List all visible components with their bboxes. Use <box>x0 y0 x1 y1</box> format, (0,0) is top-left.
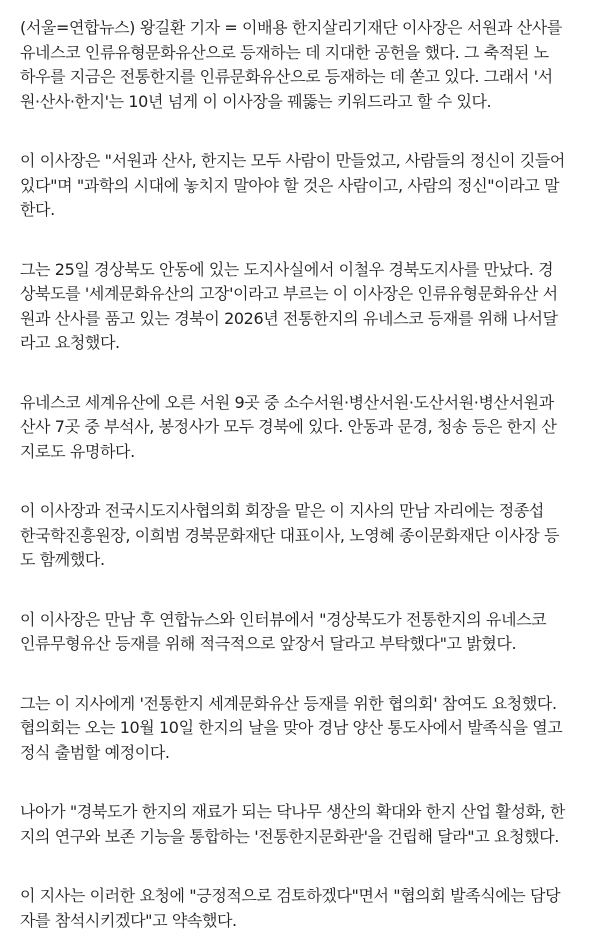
paragraph-2 <box>20 149 582 223</box>
text-line: 협의회는 오는 10월 10일 한지의 날을 맞아 경남 양산 통도사에서 발족식을 열고 <box>20 716 582 741</box>
text-line: 원·산사·한지'는 10년 넘게 이 이사장을 꿰뚫는 키워드라고 할 수 있다. <box>20 90 582 115</box>
text-line: 이 이사장은 "서원과 산사, 한지는 모두 사람이 만들었고, 사람들의 정신이 깃들어 <box>20 149 582 174</box>
text-line: 이 이사장은 만남 후 연합뉴스와 인터뷰에서 "경상북도가 전통한지의 유네스코 <box>20 608 582 633</box>
text-line: (서울=연합뉴스) 왕길환 기자 = 이배용 한지살리기재단 이사장은 서원과 산사를 <box>20 16 582 41</box>
text-line: 이 이사장과 전국시도지사협의회 회장을 맡은 이 지사의 만남 자리에는 정종섭 <box>20 499 582 524</box>
paragraph-9 <box>20 884 582 933</box>
text-line: 있다"며 "과학의 시대에 놓치지 말아야 할 것은 사람이고, 사람의 정신"이라고 말 <box>20 174 582 199</box>
text-line: 유네스코 세계유산에 오른 서원 9곳 중 소수서원·병산서원·도산서원·병산서원과 <box>20 391 582 416</box>
text-line: 지로도 유명하다. <box>20 440 582 465</box>
text-line: 정식 출범할 예정이다. <box>20 741 582 766</box>
paragraph-7 <box>20 692 582 766</box>
text-line: 이 지사는 이러한 요청에 "긍정적으로 검토하겠다"면서 "협의회 발족식에는 담당 <box>20 884 582 909</box>
text-line: 산사 7곳 중 부석사, 봉정사가 모두 경북에 있다. 안동과 문경, 청송 등은 한지 산 <box>20 415 582 440</box>
paragraph-1 <box>20 16 582 114</box>
text-line: 나아가 "경북도가 한지의 재료가 되는 닥나무 생산의 확대와 한지 산업 활성화, 한 <box>20 800 582 825</box>
text-line: 그는 25일 경상북도 안동에 있는 도지사실에서 이철우 경북도지사를 만났다. 경 <box>20 258 582 283</box>
paragraph-5 <box>20 499 582 573</box>
text-line: 라고 요청했다. <box>20 331 582 356</box>
paragraph-6 <box>20 608 582 657</box>
text-line: 원과 산사를 품고 있는 경북이 2026년 전통한지의 유네스코 등재를 위해 나서달 <box>20 307 582 332</box>
text-line: 하우를 지금은 전통한지를 인류문화유산으로 등재하는 데 쏟고 있다. 그래서 '서 <box>20 65 582 90</box>
text-line: 자를 참석시키겠다"고 약속했다. <box>20 909 582 933</box>
text-line: 유네스코 인류유형문화유산으로 등재하는 데 지대한 공헌을 했다. 그 축적된 노 <box>20 41 582 66</box>
text-line: 그는 이 지사에게 '전통한지 세계문화유산 등재를 위한 협의회' 참여도 요청했다. <box>20 692 582 717</box>
text-line: 인류무형유산 등재를 위해 적극적으로 앞장서 달라고 부탁했다"고 밝혔다. <box>20 632 582 657</box>
paragraph-4 <box>20 391 582 465</box>
text-line: 상북도를 '세계문화유산의 고장'이라고 부르는 이 이사장은 인류유형문화유산 서 <box>20 282 582 307</box>
text-line: 지의 연구와 보존 기능을 통합하는 '전통한지문화관'을 건립해 달라"고 요청했다. <box>20 825 582 850</box>
text-line: 도 함께했다. <box>20 548 582 573</box>
text-line: 한국학진흥원장, 이희범 경북문화재단 대표이사, 노영혜 종이문화재단 이사장 등 <box>20 524 582 549</box>
paragraph-8 <box>20 800 582 849</box>
paragraph-3 <box>20 258 582 356</box>
text-line: 한다. <box>20 198 582 223</box>
